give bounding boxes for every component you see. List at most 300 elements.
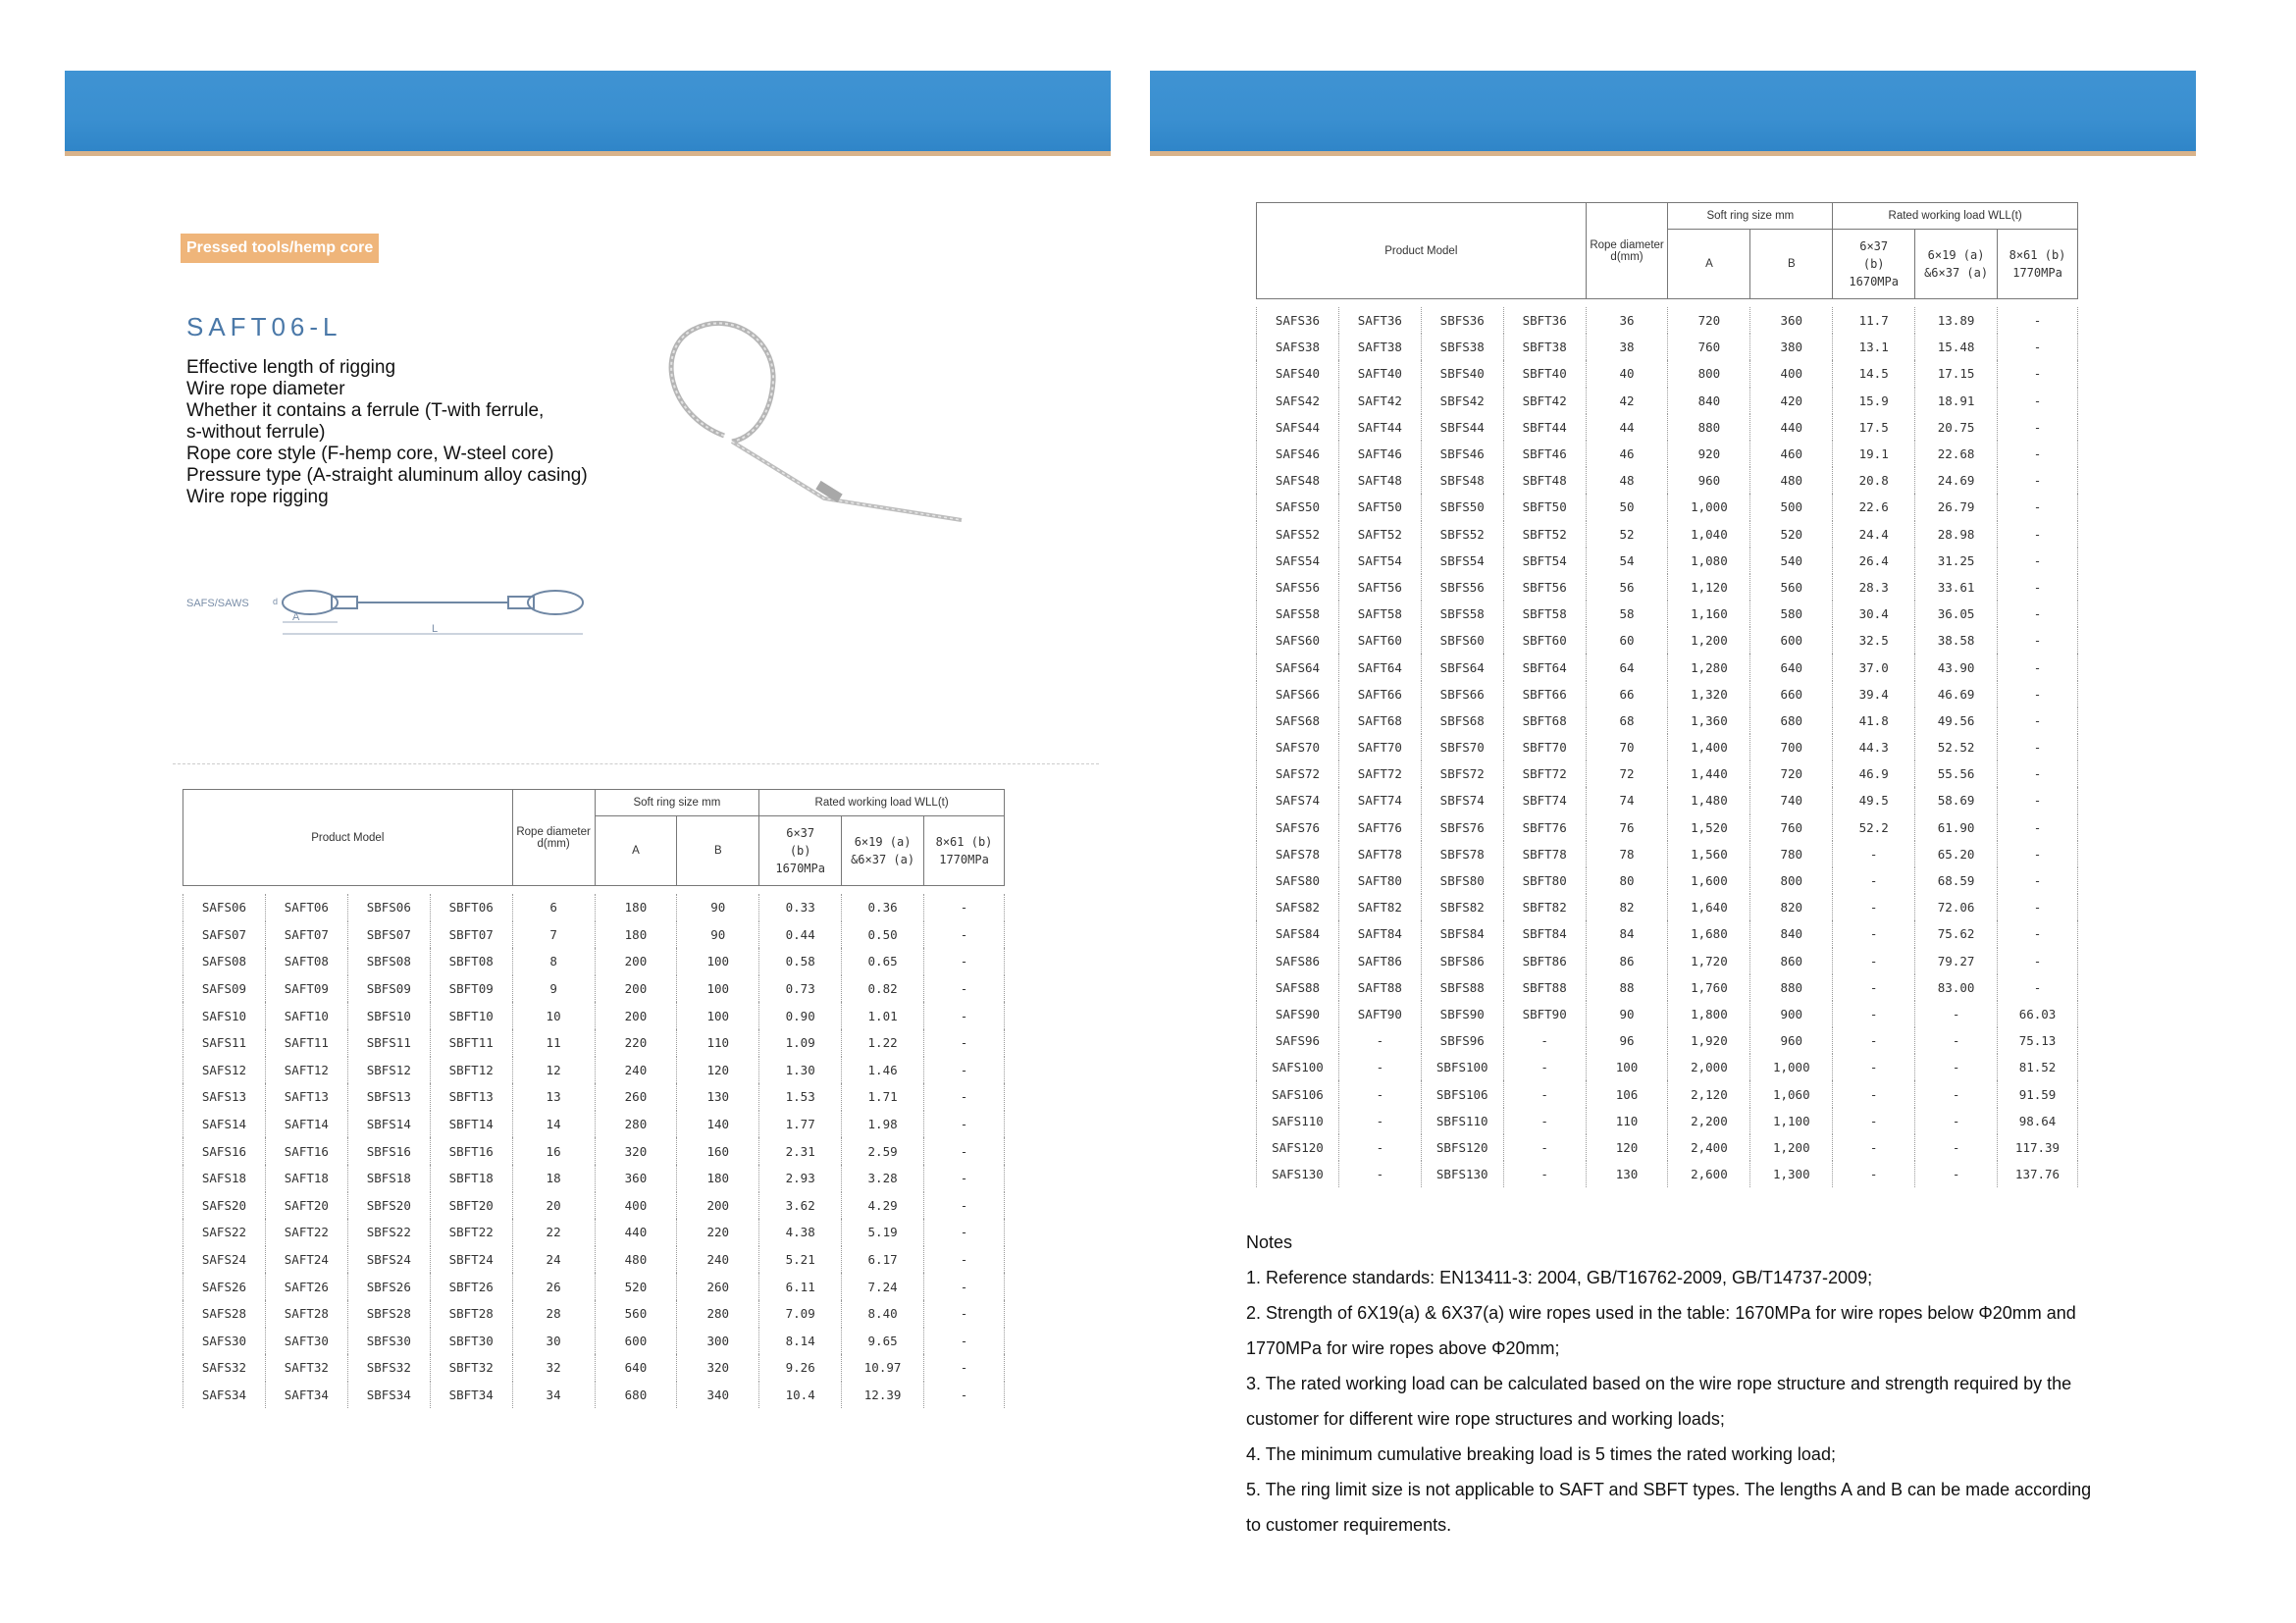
table-cell: 28.3 [1833, 574, 1915, 601]
table-cell: - [1915, 1054, 1998, 1080]
table-cell: - [924, 1137, 1005, 1165]
table-cell: 2.31 [759, 1137, 842, 1165]
table-row [1257, 1080, 2078, 1107]
table-cell: SBFS64 [1421, 654, 1503, 680]
table-cell: SBFT84 [1503, 920, 1586, 947]
spacer-cell [183, 886, 266, 895]
table-cell: SBFT46 [1503, 441, 1586, 467]
table-cell: SBFT52 [1503, 521, 1586, 548]
table-cell: 1,720 [1668, 948, 1750, 974]
table-cell: SAFT90 [1338, 1001, 1421, 1027]
table-cell: 56 [1586, 574, 1668, 601]
table-cell: 36.05 [1915, 601, 1998, 627]
table-row [183, 894, 1005, 921]
spacer-cell [924, 886, 1005, 895]
table-cell: SAFT52 [1338, 521, 1421, 548]
table-cell: 49.5 [1833, 787, 1915, 813]
table-cell: SBFT08 [430, 948, 512, 975]
table-cell: - [924, 948, 1005, 975]
notes-title: Notes [1246, 1232, 1293, 1252]
table-cell: 640 [595, 1354, 677, 1382]
spacer-cell [1586, 299, 1668, 308]
table-cell: - [1998, 867, 2078, 894]
table-cell: SAFS48 [1257, 467, 1339, 494]
table-cell: 260 [677, 1273, 759, 1300]
header-banner-left [65, 71, 1111, 151]
table-row [183, 921, 1005, 949]
table-cell: 380 [1750, 334, 1833, 360]
table-cell: 280 [677, 1300, 759, 1328]
table-cell: 49.56 [1915, 707, 1998, 734]
table-cell: 360 [595, 1165, 677, 1192]
table-cell: 20.75 [1915, 414, 1998, 441]
table-cell: SBFS28 [347, 1300, 430, 1328]
table-cell: SAFT11 [265, 1029, 347, 1057]
header-text: 1770MPa [939, 853, 989, 866]
table-cell: SAFS96 [1257, 1027, 1339, 1054]
table-cell: 14.5 [1833, 360, 1915, 387]
table-cell: 24.4 [1833, 521, 1915, 548]
table-header [1257, 203, 2078, 299]
table-cell: SAFT34 [265, 1382, 347, 1409]
spacer-cell [677, 886, 759, 895]
table-row [183, 1273, 1005, 1300]
table-cell: 0.44 [759, 921, 842, 949]
table-cell: 1,320 [1668, 681, 1750, 707]
table-cell: SBFT30 [430, 1328, 512, 1355]
header-rated-wll: Rated working load WLL(t) [1833, 203, 2078, 230]
table-cell: 780 [1750, 841, 1833, 867]
table-cell: 100 [677, 948, 759, 975]
header-soft-ring: Soft ring size mm [1668, 203, 1833, 230]
table-cell: - [1998, 814, 2078, 841]
table-cell: 1.22 [842, 1029, 924, 1057]
table-cell: - [924, 1083, 1005, 1111]
table-cell: 2.59 [842, 1137, 924, 1165]
table-row [1257, 627, 2078, 654]
table-cell: 18 [512, 1165, 595, 1192]
table-cell: SAFS07 [183, 921, 266, 949]
spacer-cell [595, 886, 677, 895]
table-cell: 440 [1750, 414, 1833, 441]
table-cell: SBFT54 [1503, 548, 1586, 574]
table-cell: SAFS16 [183, 1137, 266, 1165]
table-cell: 820 [1750, 894, 1833, 920]
table-row [1257, 548, 2078, 574]
table-cell: 8 [512, 948, 595, 975]
table-cell: SAFS68 [1257, 707, 1339, 734]
table-cell: SAFT16 [265, 1137, 347, 1165]
table-cell: SAFT50 [1338, 494, 1421, 520]
table-cell: 1.77 [759, 1111, 842, 1138]
spacer-cell [1668, 299, 1750, 308]
table-cell: 46 [1586, 441, 1668, 467]
table-cell: - [1998, 787, 2078, 813]
table-cell: SBFS18 [347, 1165, 430, 1192]
banner-trim [65, 151, 1111, 156]
table-cell: SAFT48 [1338, 467, 1421, 494]
table-cell: SBFS30 [347, 1328, 430, 1355]
table-cell: SAFS10 [183, 1002, 266, 1029]
table-cell: 960 [1750, 1027, 1833, 1054]
table-row [183, 1057, 1005, 1084]
table-cell: - [1338, 1027, 1421, 1054]
table-cell: 0.82 [842, 975, 924, 1003]
note-line: 1. Reference standards: EN13411-3: 2004, GB/T16762-2009, GB/T14737-2009; [1246, 1268, 1873, 1287]
table-cell: - [924, 1382, 1005, 1409]
table-cell: SBFT70 [1503, 734, 1586, 760]
table-cell: 9.65 [842, 1328, 924, 1355]
table-cell: SBFT90 [1503, 1001, 1586, 1027]
table-cell: 41.8 [1833, 707, 1915, 734]
table-row [183, 1300, 1005, 1328]
table-cell: SAFT88 [1338, 974, 1421, 1001]
table-cell: SAFS46 [1257, 441, 1339, 467]
table-cell: 180 [595, 894, 677, 921]
spacer-cell [842, 886, 924, 895]
table-cell: SBFS54 [1421, 548, 1503, 574]
table-cell: 2.93 [759, 1165, 842, 1192]
table-cell: 0.36 [842, 894, 924, 921]
table-cell: 340 [677, 1382, 759, 1409]
note-line: customer for different wire rope structures and working loads; [1246, 1409, 1725, 1429]
table-cell: - [1998, 760, 2078, 787]
header-col-6x37 [1833, 230, 1915, 299]
header-rope-diameter: Rope diameter d(mm) [512, 790, 595, 886]
table-cell: 0.58 [759, 948, 842, 975]
table-row [1257, 841, 2078, 867]
table-row [1257, 574, 2078, 601]
table-cell: SAFT76 [1338, 814, 1421, 841]
table-cell: SBFS110 [1421, 1108, 1503, 1134]
table-cell: 96 [1586, 1027, 1668, 1054]
table-cell: 840 [1668, 388, 1750, 414]
table-cell: SBFT34 [430, 1382, 512, 1409]
table-cell: 740 [1750, 787, 1833, 813]
table-cell: SBFT18 [430, 1165, 512, 1192]
table-cell: SAFT64 [1338, 654, 1421, 680]
table-cell: 6.11 [759, 1273, 842, 1300]
table-cell: SAFT74 [1338, 787, 1421, 813]
table-row [183, 1192, 1005, 1220]
table-row [1257, 1027, 2078, 1054]
table-cell: 82 [1586, 894, 1668, 920]
table-cell: 1.53 [759, 1083, 842, 1111]
table-header [183, 790, 1005, 886]
table-cell: - [924, 1057, 1005, 1084]
table-cell: 1,640 [1668, 894, 1750, 920]
table-cell: SBFT38 [1503, 334, 1586, 360]
table-cell: SBFT86 [1503, 948, 1586, 974]
table-cell: SAFS40 [1257, 360, 1339, 387]
table-cell: 100 [677, 1002, 759, 1029]
table-cell: SAFT32 [265, 1354, 347, 1382]
table-cell: 260 [595, 1083, 677, 1111]
table-cell: 860 [1750, 948, 1833, 974]
table-cell: SAFT20 [265, 1192, 347, 1220]
table-row [1257, 360, 2078, 387]
table-cell: 600 [1750, 627, 1833, 654]
header-col-6x19 [842, 816, 924, 886]
table-cell: 10 [512, 1002, 595, 1029]
table-cell: 760 [1750, 814, 1833, 841]
table-cell: SAFS80 [1257, 867, 1339, 894]
table-cell: SAFS70 [1257, 734, 1339, 760]
table-cell: SBFT32 [430, 1354, 512, 1382]
table-row [183, 1382, 1005, 1409]
table-row [1257, 521, 2078, 548]
table-cell: - [924, 1246, 1005, 1274]
table-cell: SAFT54 [1338, 548, 1421, 574]
table-cell: 58.69 [1915, 787, 1998, 813]
table-cell: SAFS58 [1257, 601, 1339, 627]
table-cell: SAFT46 [1338, 441, 1421, 467]
table-cell: 81.52 [1998, 1054, 2078, 1080]
table-cell: 30.4 [1833, 601, 1915, 627]
table-cell: SAFT06 [265, 894, 347, 921]
wire-rope-sling-photo [648, 312, 981, 538]
table-row [183, 1083, 1005, 1111]
table-body [183, 886, 1005, 1409]
header-text: (b) [1862, 257, 1885, 271]
table-cell: - [1833, 894, 1915, 920]
table-cell: SBFS07 [347, 921, 430, 949]
table-cell: SAFT13 [265, 1083, 347, 1111]
description-line: Effective length of rigging [186, 357, 396, 378]
header-col-8x61 [924, 816, 1005, 886]
description-line: s-without ferrule) [186, 422, 326, 443]
table-cell: - [1833, 974, 1915, 1001]
table-cell: 55.56 [1915, 760, 1998, 787]
table-cell: 43.90 [1915, 654, 1998, 680]
table-cell: SAFT44 [1338, 414, 1421, 441]
table-cell: 1,560 [1668, 841, 1750, 867]
table-cell: 106 [1586, 1080, 1668, 1107]
table-cell: 400 [595, 1192, 677, 1220]
table-cell: SAFS110 [1257, 1108, 1339, 1134]
table-cell: 1,040 [1668, 521, 1750, 548]
table-cell: 800 [1668, 360, 1750, 387]
table-cell: 1,280 [1668, 654, 1750, 680]
table-cell: 480 [1750, 467, 1833, 494]
table-cell: 8.40 [842, 1300, 924, 1328]
table-cell: SBFS10 [347, 1002, 430, 1029]
table-cell: 1,000 [1750, 1054, 1833, 1080]
table-cell: SAFS74 [1257, 787, 1339, 813]
table-cell: SBFT78 [1503, 841, 1586, 867]
table-cell: - [924, 921, 1005, 949]
table-cell: 83.00 [1915, 974, 1998, 1001]
table-cell: - [924, 975, 1005, 1003]
table-cell: 660 [1750, 681, 1833, 707]
table-cell: 130 [1586, 1161, 1668, 1187]
table-cell: SAFT86 [1338, 948, 1421, 974]
table-cell: SAFT56 [1338, 574, 1421, 601]
header-text: &6×37 (a) [851, 853, 915, 866]
table-cell: 0.50 [842, 921, 924, 949]
table-cell: 22.6 [1833, 494, 1915, 520]
table-cell: SBFS78 [1421, 841, 1503, 867]
table-cell: SBFS32 [347, 1354, 430, 1382]
note-line: 5. The ring limit size is not applicable to SAFT and SBFT types. The lengths A and B can be made according [1246, 1480, 2092, 1499]
table-cell: 6.17 [842, 1246, 924, 1274]
table-cell: 54 [1586, 548, 1668, 574]
table-cell: SAFS09 [183, 975, 266, 1003]
table-cell: SBFT28 [430, 1300, 512, 1328]
table-cell: SAFS34 [183, 1382, 266, 1409]
table-cell: - [1833, 920, 1915, 947]
table-row [1257, 414, 2078, 441]
table-cell: SAFT07 [265, 921, 347, 949]
category-tag: Pressed tools/hemp core [181, 234, 379, 263]
header-rope-diameter: Rope diameter d(mm) [1586, 203, 1668, 299]
table-cell: - [924, 894, 1005, 921]
table-cell: 30 [512, 1328, 595, 1355]
spacer-cell [1503, 299, 1586, 308]
table-cell: - [924, 1002, 1005, 1029]
table-cell: 37.0 [1833, 654, 1915, 680]
table-cell: 120 [677, 1057, 759, 1084]
table-cell: SBFS100 [1421, 1054, 1503, 1080]
table-cell: 22 [512, 1219, 595, 1246]
table-cell: 600 [595, 1328, 677, 1355]
table-cell: 31.25 [1915, 548, 1998, 574]
table-cell: 34 [512, 1382, 595, 1409]
spacer-cell [1998, 299, 2078, 308]
table-row [1257, 601, 2078, 627]
notes-section [1246, 1225, 2168, 1543]
dimension-l-label: L [432, 623, 439, 635]
spacer-cell [512, 886, 595, 895]
table-cell: SBFS08 [347, 948, 430, 975]
table-cell: 240 [595, 1057, 677, 1084]
table-cell: SBFS106 [1421, 1080, 1503, 1107]
table-cell: 13 [512, 1083, 595, 1111]
table-cell: SBFT14 [430, 1111, 512, 1138]
table-cell: SBFT60 [1503, 627, 1586, 654]
table-row [1257, 787, 2078, 813]
table-cell: SAFT09 [265, 975, 347, 1003]
header-soft-ring: Soft ring size mm [595, 790, 759, 816]
table-cell: SAFS36 [1257, 307, 1339, 334]
table-cell: 420 [1750, 388, 1833, 414]
table-cell: SAFS130 [1257, 1161, 1339, 1187]
table-cell: 42 [1586, 388, 1668, 414]
table-cell: - [1998, 681, 2078, 707]
table-cell: 130 [677, 1083, 759, 1111]
table-cell: 920 [1668, 441, 1750, 467]
table-cell: SAFS20 [183, 1192, 266, 1220]
table-cell: 180 [595, 921, 677, 949]
table-cell: SBFS22 [347, 1219, 430, 1246]
table-cell: SAFS60 [1257, 627, 1339, 654]
table-cell: SAFS42 [1257, 388, 1339, 414]
header-product-model: Product Model [183, 790, 513, 886]
sling-type-label: SAFS/SAWS [186, 598, 249, 609]
table-cell: SAFT26 [265, 1273, 347, 1300]
section-divider [173, 763, 1099, 764]
table-cell: 200 [595, 1002, 677, 1029]
table-row [1257, 494, 2078, 520]
table-cell: 88 [1586, 974, 1668, 1001]
table-cell: SBFT50 [1503, 494, 1586, 520]
table-cell: SBFS46 [1421, 441, 1503, 467]
table-cell: SBFS52 [1421, 521, 1503, 548]
table-cell: SAFS56 [1257, 574, 1339, 601]
description-line: Whether it contains a ferrule (T-with ferrule, [186, 400, 545, 421]
spacer-cell [347, 886, 430, 895]
table-cell: - [1833, 1001, 1915, 1027]
table-cell: 440 [595, 1219, 677, 1246]
table-cell: - [1338, 1134, 1421, 1161]
spec-table-right [1256, 202, 2078, 1187]
table-cell: 44 [1586, 414, 1668, 441]
header-col-a: A [595, 816, 677, 886]
table-cell: 1,360 [1668, 707, 1750, 734]
header-col-a: A [1668, 230, 1750, 299]
model-title: SAFT06-L [186, 312, 342, 341]
header-text: 6×37 [786, 826, 815, 840]
table-cell: 4.29 [842, 1192, 924, 1220]
table-cell: SAFT12 [265, 1057, 347, 1084]
table-cell: SAFS26 [183, 1273, 266, 1300]
table-cell: 0.90 [759, 1002, 842, 1029]
table-cell: 19.1 [1833, 441, 1915, 467]
description-line: Wire rope rigging [186, 487, 329, 507]
table-cell: SAFT40 [1338, 360, 1421, 387]
table-cell: SAFT14 [265, 1111, 347, 1138]
spacer-cell [1338, 299, 1421, 308]
table-cell: 1,520 [1668, 814, 1750, 841]
table-cell: 65.20 [1915, 841, 1998, 867]
table-cell: 1,000 [1668, 494, 1750, 520]
table-cell: - [1998, 948, 2078, 974]
table-cell: SBFS26 [347, 1273, 430, 1300]
table-cell: 78 [1586, 841, 1668, 867]
table-cell: SBFS96 [1421, 1027, 1503, 1054]
table-cell: SBFS24 [347, 1246, 430, 1274]
table-cell: 11 [512, 1029, 595, 1057]
table-cell: SAFT80 [1338, 867, 1421, 894]
table-cell: SBFT20 [430, 1192, 512, 1220]
table-cell: 1,400 [1668, 734, 1750, 760]
table-cell: 360 [1750, 307, 1833, 334]
table-cell: - [1998, 414, 2078, 441]
table-cell: SAFS106 [1257, 1080, 1339, 1107]
table-cell: SBFS06 [347, 894, 430, 921]
table-cell: 1,600 [1668, 867, 1750, 894]
table-cell: - [1503, 1134, 1586, 1161]
table-cell: 100 [677, 975, 759, 1003]
table-cell: - [1998, 707, 2078, 734]
table-cell: 28.98 [1915, 521, 1998, 548]
table-cell: 0.65 [842, 948, 924, 975]
table-cell: 17.15 [1915, 360, 1998, 387]
table-cell: 1.46 [842, 1057, 924, 1084]
table-cell: SBFS72 [1421, 760, 1503, 787]
table-cell: 52.52 [1915, 734, 1998, 760]
table-cell: SAFS08 [183, 948, 266, 975]
table-cell: 75.13 [1998, 1027, 2078, 1054]
table-cell: - [1998, 574, 2078, 601]
table-cell: 52 [1586, 521, 1668, 548]
table-cell: 1,680 [1668, 920, 1750, 947]
table-row [183, 1002, 1005, 1029]
table-cell: - [1998, 334, 2078, 360]
table-row [183, 1219, 1005, 1246]
table-cell: 137.76 [1998, 1161, 2078, 1187]
table-cell: SAFS78 [1257, 841, 1339, 867]
